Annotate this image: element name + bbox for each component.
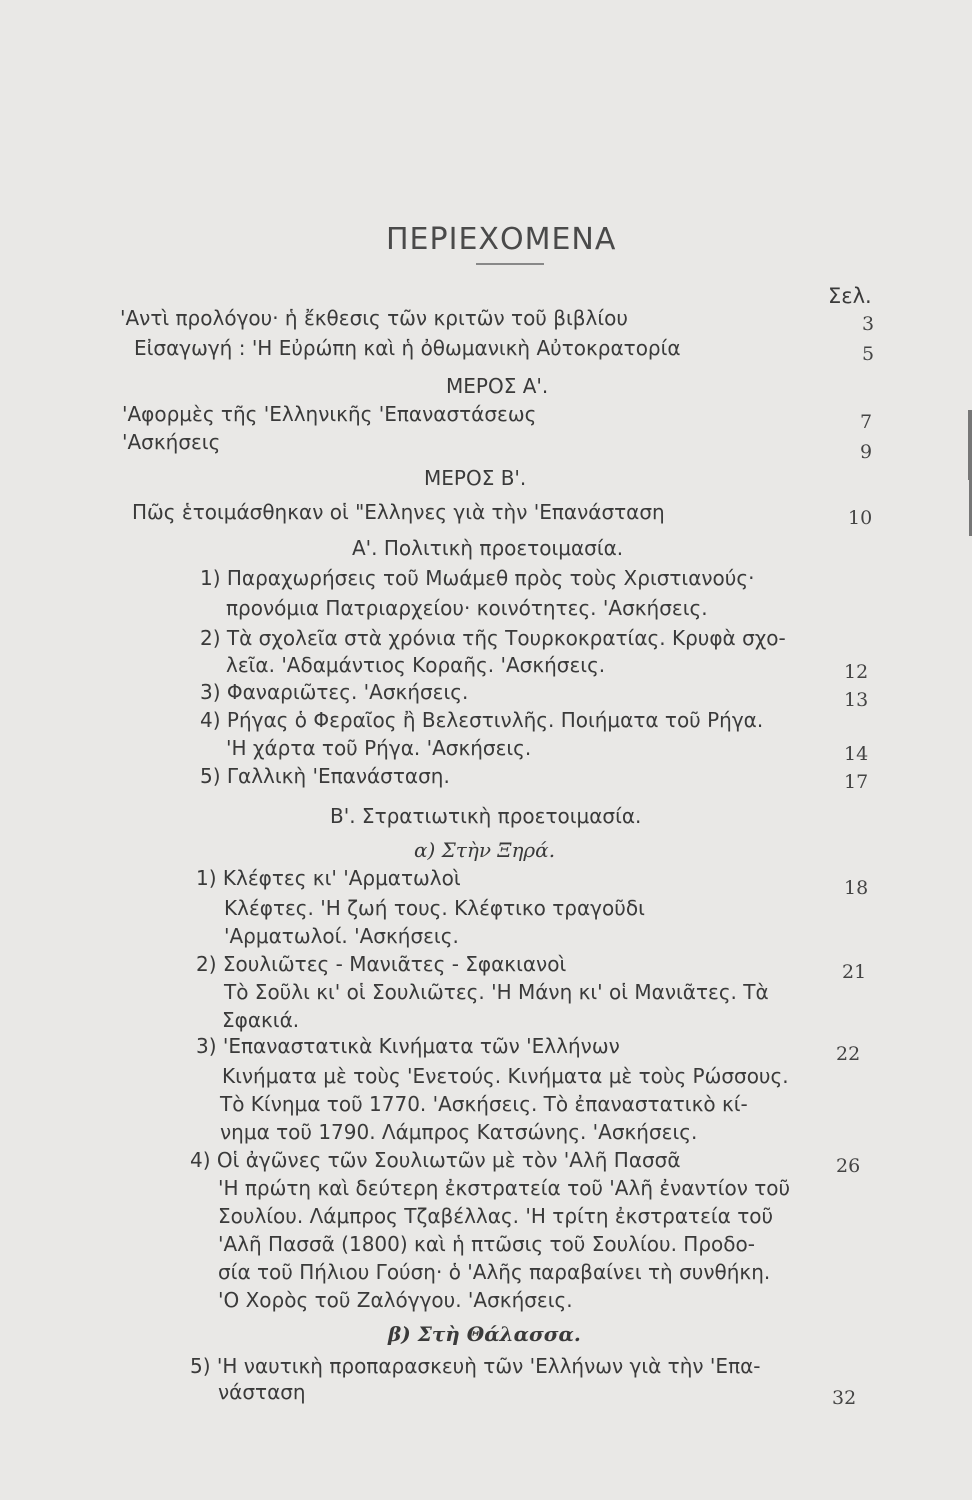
toc-entry: 'Αφορμὲς τῆς 'Ελληνικῆς 'Επαναστάσεως xyxy=(122,402,537,426)
section-heading: ΜΕΡΟΣ Β'. xyxy=(424,466,527,490)
toc-entry: νημα τοῦ 1790. Λάμπρος Κατσώνης. 'Ασκήσεις. xyxy=(220,1120,698,1144)
toc-entry: 5) 'Η ναυτικὴ προπαρασκευὴ τῶν 'Ελλήνων γιὰ τὴν 'Επα- xyxy=(190,1354,761,1378)
toc-entry: 'Αρματωλοί. 'Ασκήσεις. xyxy=(224,924,459,948)
toc-entry: 'Η χάρτα τοῦ Ρήγα. 'Ασκήσεις. xyxy=(226,736,532,760)
toc-page-number: 9 xyxy=(860,441,873,463)
toc-page-number: 32 xyxy=(832,1387,857,1409)
toc-entry: προνόμια Πατριαρχείου· κοινότητες. 'Ασκήσεις. xyxy=(226,596,708,620)
subsection-heading: Β'. Στρατιωτικὴ προετοιμασία. xyxy=(330,804,642,828)
page-edge-shadow xyxy=(968,410,972,480)
toc-entry: λεῖα. 'Αδαμάντιος Κοραῆς. 'Ασκήσεις. xyxy=(226,653,606,677)
toc-entry: 'Αλῆ Πασσᾶ (1800) καὶ ἡ πτῶσις τοῦ Σουλίου. Προδο- xyxy=(218,1232,755,1256)
subsection-heading: α) Στὴν Ξηρά. xyxy=(414,838,556,862)
toc-page-number: 21 xyxy=(842,961,867,983)
section-heading: ΜΕΡΟΣ Α'. xyxy=(446,374,549,398)
toc-entry: 1) Παραχωρήσεις τοῦ Μωάμεθ πρὸς τοὺς Χριστιανούς· xyxy=(200,566,755,590)
toc-page-number: 10 xyxy=(848,507,873,529)
toc-entry: Κινήματα μὲ τοὺς 'Ενετούς. Κινήματα μὲ τοὺς Ρώσσους. xyxy=(222,1064,789,1088)
toc-page-number: 18 xyxy=(844,877,869,899)
toc-entry: Κλέφτες. 'Η ζωή τους. Κλέφτικο τραγοῦδι xyxy=(224,896,645,920)
toc-entry: σία τοῦ Πήλιου Γούση· ὁ 'Αλῆς παραβαίνει τὴ συνθήκη. xyxy=(218,1260,771,1284)
toc-entry: 2) Σουλιῶτες - Μανιᾶτες - Σφακιανοὶ xyxy=(196,952,567,976)
toc-page-number: 17 xyxy=(844,771,869,793)
subsection-heading: β) Στὴ Θάλασσα. xyxy=(388,1322,581,1346)
toc-entry: 4) Οἱ ἀγῶνες τῶν Σουλιωτῶν μὲ τὸν 'Αλῆ Πασσᾶ xyxy=(190,1148,681,1172)
toc-entry: νάσταση xyxy=(218,1380,306,1404)
toc-page-number: 5 xyxy=(862,343,875,365)
toc-page-number: 3 xyxy=(862,313,875,335)
toc-entry: Σφακιά. xyxy=(222,1008,300,1032)
toc-page-number: 14 xyxy=(844,743,869,765)
toc-entry: 3) Φαναριῶτες. 'Ασκήσεις. xyxy=(200,680,469,704)
toc-entry: Τὸ Κίνημα τοῦ 1770. 'Ασκήσεις. Τὸ ἐπαναστατικὸ κί- xyxy=(220,1092,748,1116)
toc-entry: 'Αντὶ προλόγου· ἡ ἔκθεσις τῶν κριτῶν τοῦ βιβλίου xyxy=(120,306,628,330)
toc-page-number: 22 xyxy=(836,1043,861,1065)
toc-entry: Πῶς ἑτοιμάσθηκαν οἱ "Ελληνες γιὰ τὴν 'Επανάσταση xyxy=(132,500,665,524)
toc-page-number: 12 xyxy=(844,661,869,683)
title-divider xyxy=(476,263,544,265)
toc-page-number: 26 xyxy=(836,1155,861,1177)
toc-entry: 'Ασκήσεις xyxy=(122,430,221,454)
toc-entry: Εἰσαγωγή : 'Η Εὐρώπη καὶ ἡ ὀθωμανικὴ Αὐτοκρατορία xyxy=(134,336,681,360)
toc-page-number: 13 xyxy=(844,689,869,711)
toc-entry: Τὸ Σοῦλι κι' οἱ Σουλιῶτες. 'Η Μάνη κι' οἱ Μανιᾶτες. Τὰ xyxy=(224,980,769,1004)
toc-entry: 2) Τὰ σχολεῖα στὰ χρόνια τῆς Τουρκοκρατίας. Κρυφὰ σχο- xyxy=(200,626,786,650)
toc-entry: 5) Γαλλικὴ 'Επανάσταση. xyxy=(200,764,450,788)
toc-entry: Σουλίου. Λάμπρος Τζαβέλλας. 'Η τρίτη ἐκστρατεία τοῦ xyxy=(218,1204,774,1228)
page-column-label: Σελ. xyxy=(828,284,872,308)
toc-entry: 4) Ρήγας ὁ Φεραῖος ἢ Βελεστινλῆς. Ποιήματα τοῦ Ρήγα. xyxy=(200,708,764,732)
subsection-heading: Α'. Πολιτικὴ προετοιμασία. xyxy=(352,536,624,560)
toc-entry: 'Ο Χορὸς τοῦ Ζαλόγγου. 'Ασκήσεις. xyxy=(218,1288,573,1312)
page-title: ΠΕΡΙΕΧΟΜΕΝΑ xyxy=(386,222,617,257)
toc-entry: 'Η πρώτη καὶ δεύτερη ἐκστρατεία τοῦ 'Αλῆ ἐναντίον τοῦ xyxy=(218,1176,791,1200)
toc-page-number: 7 xyxy=(860,411,873,433)
toc-entry: 1) Κλέφτες κι' 'Αρματωλοὶ xyxy=(196,866,461,890)
toc-entry: 3) 'Επαναστατικὰ Κινήματα τῶν 'Ελλήνων xyxy=(196,1034,620,1058)
